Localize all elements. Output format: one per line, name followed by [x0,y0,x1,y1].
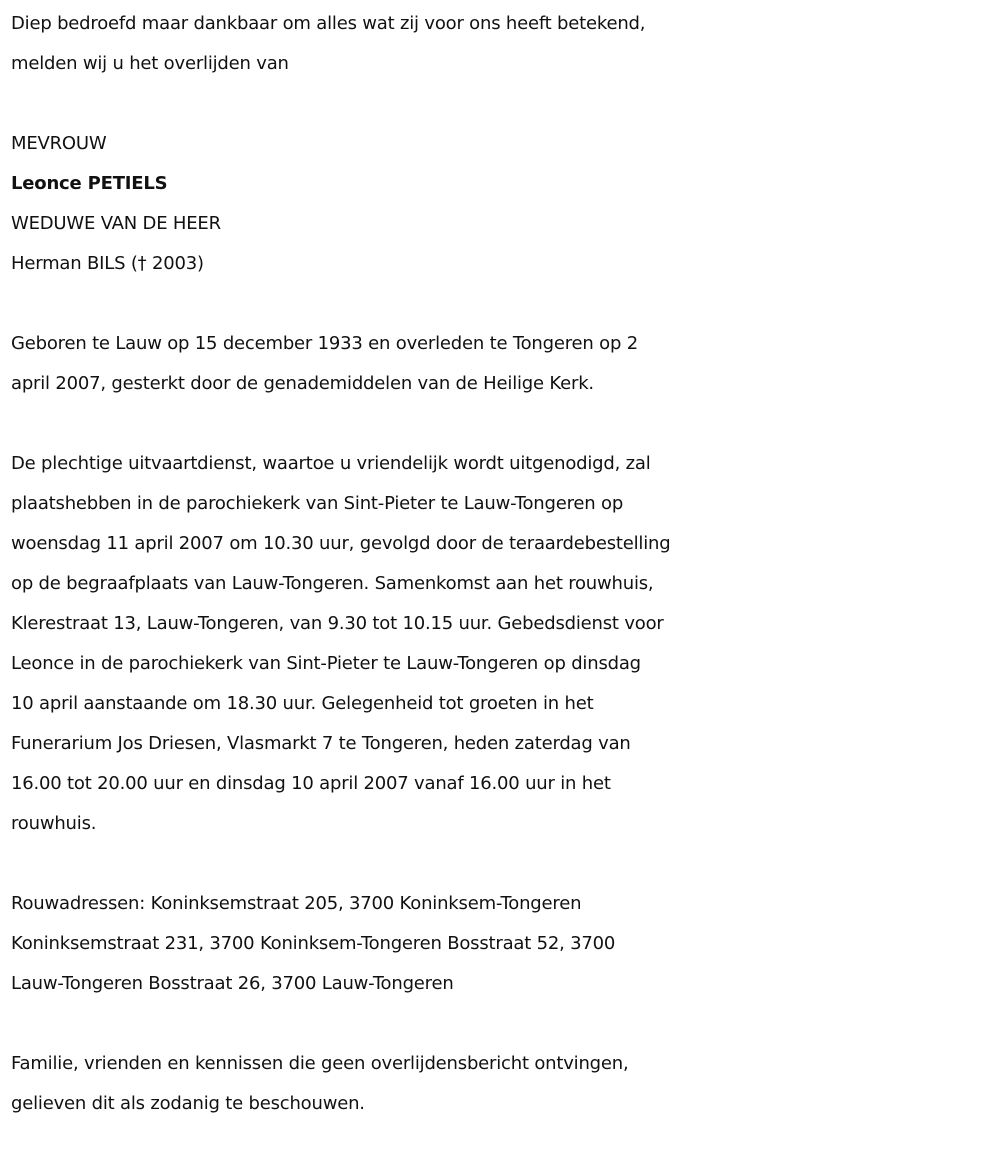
intro-paragraph [11,4,990,84]
deceased-name: Leonce PETIELS [11,173,168,194]
paragraph-spacer [11,844,990,884]
closing-paragraph [11,1044,990,1124]
intro-line: Diep bedroefd maar dankbaar om alles wat zij voor ons heeft betekend, [11,13,646,34]
deceased-spouse: Herman BILS († 2003) [11,253,204,274]
service-line: woensdag 11 april 2007 om 10.30 uur, gevolgd door de teraardebestelling [11,533,671,554]
paragraph-spacer [11,404,990,444]
intro-line: melden wij u het overlijden van [11,53,289,74]
service-line: De plechtige uitvaartdienst, waartoe u vriendelijk wordt uitgenodigd, zal [11,453,651,474]
closing-line: gelieven dit als zodanig te beschouwen. [11,1093,365,1114]
deceased-relation: WEDUWE VAN DE HEER [11,213,221,234]
closing-line: Familie, vrienden en kennissen die geen overlijdensbericht ontvingen, [11,1053,629,1074]
birth-death-line: april 2007, gesterkt door de genademiddelen van de Heilige Kerk. [11,373,594,394]
paragraph-spacer [11,1004,990,1044]
service-line: 10 april aanstaande om 18.30 uur. Gelegenheid tot groeten in het [11,693,594,714]
address-line: Koninksemstraat 231, 3700 Koninksem-Tongeren Bosstraat 52, 3700 [11,933,616,954]
address-line: Lauw-Tongeren Bosstraat 26, 3700 Lauw-Tongeren [11,973,454,994]
paragraph-spacer [11,84,990,124]
service-line: plaatshebben in de parochiekerk van Sint-Pieter te Lauw-Tongeren op [11,493,624,514]
service-line: Leonce in de parochiekerk van Sint-Pieter te Lauw-Tongeren op dinsdag [11,653,641,674]
service-paragraph [11,444,990,844]
deceased-block [11,124,990,284]
deceased-title: MEVROUW [11,133,107,154]
service-line: Klerestraat 13, Lauw-Tongeren, van 9.30 tot 10.15 uur. Gebedsdienst voor [11,613,664,634]
service-line: Funerarium Jos Driesen, Vlasmarkt 7 te Tongeren, heden zaterdag van [11,733,631,754]
service-line: rouwhuis. [11,813,97,834]
birth-death-paragraph [11,324,990,404]
paragraph-spacer [11,284,990,324]
service-line: 16.00 tot 20.00 uur en dinsdag 10 april 2007 vanaf 16.00 uur in het [11,773,611,794]
birth-death-line: Geboren te Lauw op 15 december 1933 en overleden te Tongeren op 2 [11,333,638,354]
service-line: op de begraafplaats van Lauw-Tongeren. Samenkomst aan het rouwhuis, [11,573,654,594]
address-line: Rouwadressen: Koninksemstraat 205, 3700 Koninksem-Tongeren [11,893,582,914]
addresses-paragraph [11,884,990,1004]
